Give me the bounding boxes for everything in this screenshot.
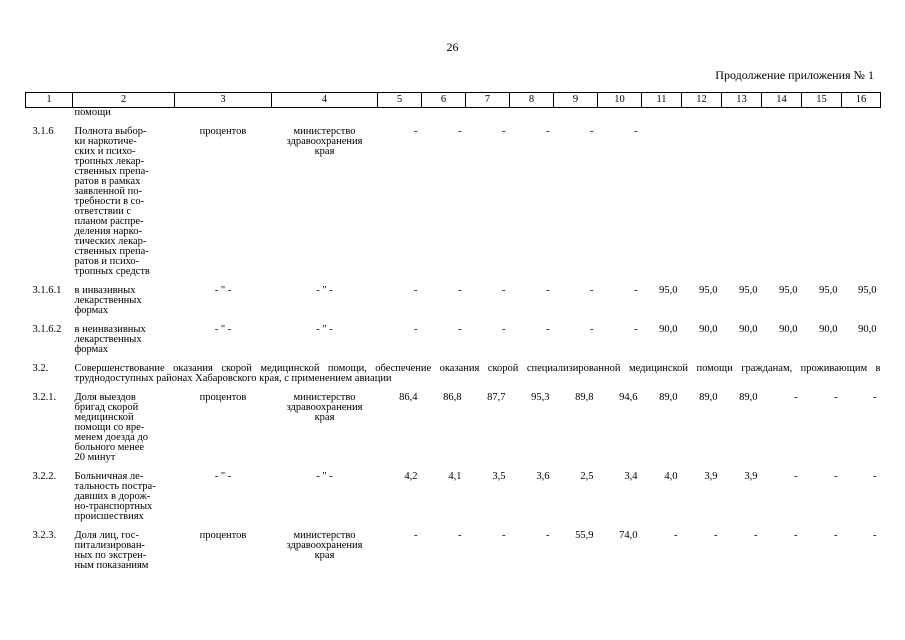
indicator-value [722, 118, 762, 277]
indicator-value: 3,6 [536, 471, 550, 482]
column-number-header: 15 [802, 93, 842, 108]
indicator-value [762, 118, 802, 277]
column-number-header: 1 [26, 93, 73, 108]
indicator-name: Доля выездов бригад скорой медицинской помощи со вре- менем доезда до больного менее 20 минут [74, 392, 149, 463]
table-row [26, 277, 881, 316]
column-number-header: 8 [510, 93, 554, 108]
row-number: 3.1.6.1 [32, 285, 62, 296]
indicator-value: 95,0 [858, 285, 877, 296]
indicator-value: 89,0 [699, 392, 718, 403]
section-row [26, 355, 881, 384]
indicator-value [642, 118, 682, 277]
unit-of-measure: - " - [214, 285, 232, 296]
indicator-value: 90,0 [858, 324, 877, 335]
indicator-value: - [546, 530, 550, 541]
indicator-value: 90,0 [699, 324, 718, 335]
carry-over-row [26, 108, 881, 119]
indicators-table [25, 92, 881, 571]
appendix-continuation-label: Продолжение приложения № 1 [715, 68, 874, 82]
indicator-value: - [873, 471, 877, 482]
indicator-value: 55,9 [575, 530, 594, 541]
indicator-value [842, 118, 881, 277]
indicator-value: - [458, 324, 462, 335]
indicator-name: в инвазивных лекарственных формах [74, 285, 142, 316]
indicator-value: 4,2 [404, 471, 418, 482]
indicator-value: 86,4 [399, 392, 418, 403]
responsible-organization: министерство здравоохранения края [286, 392, 363, 423]
indicator-value: - [414, 530, 418, 541]
row-number: 3.2.1. [32, 392, 57, 403]
responsible-organization: - " - [316, 471, 333, 482]
indicator-value: 4,1 [448, 471, 462, 482]
section-number: 3.2. [32, 363, 49, 374]
indicator-value: - [458, 285, 462, 296]
indicator-value: - [502, 126, 506, 137]
table-row [26, 463, 881, 522]
indicator-value: 2,5 [580, 471, 594, 482]
indicator-value: 3,9 [704, 471, 718, 482]
indicator-value: - [502, 324, 506, 335]
column-number-header: 9 [554, 93, 598, 108]
indicator-value: - [458, 126, 462, 137]
column-number-header: 13 [722, 93, 762, 108]
indicator-value: - [546, 324, 550, 335]
indicator-value: 89,0 [739, 392, 758, 403]
indicator-value: 95,0 [819, 285, 838, 296]
indicator-value: - [414, 126, 418, 137]
indicator-value: 87,7 [487, 392, 506, 403]
row-number: 3.1.6.2 [32, 324, 62, 335]
row-number: 3.2.3. [32, 530, 57, 541]
column-number-header: 16 [842, 93, 881, 108]
indicator-value: - [873, 392, 877, 403]
indicator-name: Доля лиц, гос- питализирован- ных по экстрен- ным показаниям [74, 530, 149, 571]
indicator-value: - [714, 530, 718, 541]
indicator-value: - [834, 530, 838, 541]
unit-of-measure: - " - [214, 324, 232, 335]
indicator-value: - [590, 126, 594, 137]
unit-of-measure: - " - [214, 471, 232, 482]
column-number-header: 4 [272, 93, 378, 108]
indicator-value: 94,6 [619, 392, 638, 403]
column-number-header: 7 [466, 93, 510, 108]
responsible-organization: - " - [316, 285, 333, 296]
column-number-header: 3 [175, 93, 272, 108]
indicator-value: - [546, 285, 550, 296]
unit-of-measure: процентов [199, 530, 247, 541]
indicator-value: - [502, 530, 506, 541]
indicator-value: - [794, 530, 798, 541]
indicator-value: 90,0 [819, 324, 838, 335]
column-number-header: 2 [73, 93, 175, 108]
indicator-value: - [634, 324, 638, 335]
column-number-row [26, 93, 881, 108]
indicator-value: 90,0 [779, 324, 798, 335]
indicator-value: - [794, 471, 798, 482]
unit-of-measure: процентов [199, 392, 247, 403]
column-number-header: 12 [682, 93, 722, 108]
responsible-organization: министерство здравоохранения края [286, 530, 363, 561]
column-number-header: 5 [378, 93, 422, 108]
indicator-value: 3,4 [624, 471, 638, 482]
indicator-value: 95,0 [739, 285, 758, 296]
indicator-value: - [634, 285, 638, 296]
row-number: 3.2.2. [32, 471, 57, 482]
indicator-value: - [502, 285, 506, 296]
indicator-value: - [834, 471, 838, 482]
indicator-value: 89,0 [659, 392, 678, 403]
indicator-value: - [794, 392, 798, 403]
indicator-value: - [834, 392, 838, 403]
indicator-value [682, 118, 722, 277]
indicator-value: - [674, 530, 678, 541]
indicator-value: - [634, 126, 638, 137]
indicator-value: 90,0 [659, 324, 678, 335]
indicator-value: 4,0 [664, 471, 678, 482]
table-row [26, 522, 881, 571]
indicator-value: - [754, 530, 758, 541]
indicator-value: 89,8 [575, 392, 594, 403]
indicator-value: - [590, 285, 594, 296]
table-row [26, 384, 881, 463]
indicator-value: 90,0 [739, 324, 758, 335]
indicator-value: - [414, 324, 418, 335]
table-row [26, 316, 881, 355]
indicator-value: - [873, 530, 877, 541]
indicator-name: в неинвазивных лекарственных формах [74, 324, 146, 355]
section-title: Совершенствование оказания скорой медицинской помощи, обеспечение оказания скорой специализированной медицинской помощи гражданам, проживающим в труднодоступных районах Хабаровского края, с применением авиации [74, 363, 881, 384]
responsible-organization: - " - [316, 324, 333, 335]
column-number-header: 11 [642, 93, 682, 108]
indicator-value: - [458, 530, 462, 541]
carry-over-text: помощи [74, 107, 111, 118]
responsible-organization: министерство здравоохранения края [286, 126, 363, 157]
column-number-header: 6 [422, 93, 466, 108]
row-number: 3.1.6 [32, 126, 54, 137]
indicator-value: 95,0 [659, 285, 678, 296]
column-number-header: 10 [598, 93, 642, 108]
indicator-value: - [546, 126, 550, 137]
indicator-value: 3,5 [492, 471, 506, 482]
indicator-value: 86,8 [443, 392, 462, 403]
indicator-value: 95,3 [531, 392, 550, 403]
indicator-value: 95,0 [779, 285, 798, 296]
indicator-name: Полнота выбор- ки наркотиче- ских и психо- тропных лекар- ственных препа- ратов в рамках заявленной по- требности в со- ответствии с планом распре- деления нарко- тических лекар- ственных препа- ратов и психо- тропных средств [74, 126, 150, 277]
indicator-name: Больничная ле- тальность постра- давших в дорож- но-транспортных происшествиях [74, 471, 156, 522]
unit-of-measure: процентов [199, 126, 247, 137]
page-number: 26 [446, 40, 459, 54]
indicator-value: - [414, 285, 418, 296]
indicator-value: - [590, 324, 594, 335]
indicator-value: 74,0 [619, 530, 638, 541]
table-row [26, 118, 881, 277]
indicator-value: 3,9 [744, 471, 758, 482]
indicator-value [802, 118, 842, 277]
column-number-header: 14 [762, 93, 802, 108]
indicator-value: 95,0 [699, 285, 718, 296]
